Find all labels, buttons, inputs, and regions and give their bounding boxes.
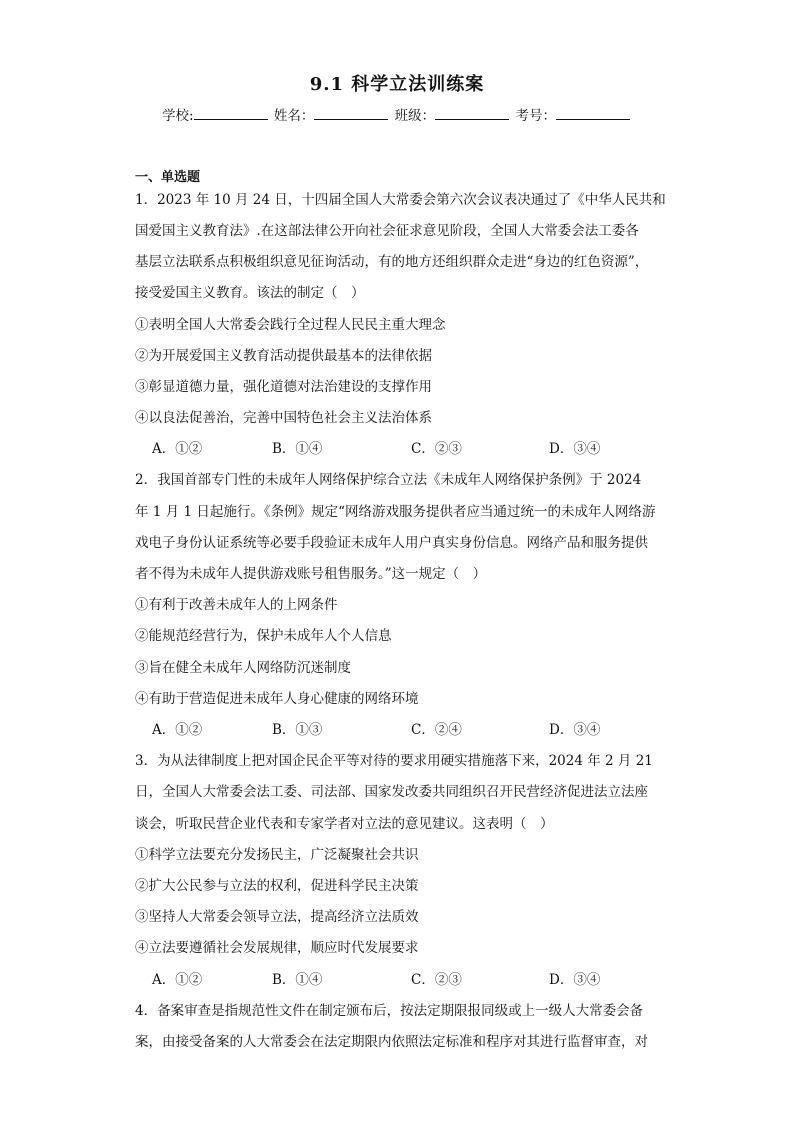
page-title: 9.1 科学立法训练案	[309, 74, 485, 95]
question-2-statement-4: ④有助于营造促进未成年人身心健康的网络环境	[135, 691, 419, 707]
question-1-statement-3: ③彰显道德力量，强化道德对法治建设的支撑作用	[135, 379, 432, 395]
question-3-statement-4: ④立法要遵循社会发展规律，顺应时代发展要求	[135, 940, 419, 956]
question-2-statement-3: ③旨在健全未成年人网络防沉迷制度	[135, 660, 351, 676]
question-1-line-1: 1．2023 年 10 月 24 日，十四届全国人大常委会第六次会议表决通过了《中华人民共和	[135, 192, 666, 208]
question-1-statement-2: ②为开展爱国主义教育活动提供最基本的法律依据	[135, 348, 432, 364]
question-2-line-1: 2．我国首部专门性的未成年人网络保护综合立法《未成年人网络保护条例》于 2024	[135, 472, 642, 488]
school-label: 学校:	[162, 108, 194, 124]
question-3-statement-1: ①科学立法要充分发扬民主，广泛凝聚社会共识	[135, 847, 419, 863]
school-blank[interactable]	[194, 107, 268, 120]
class-label: 班级：	[394, 108, 436, 124]
number-blank[interactable]	[556, 107, 630, 120]
question-4-line-2: 案，由接受备案的人大常委会在法定期限内依照法定标准和程序对其进行监督审查，对	[135, 1034, 648, 1050]
number-label: 考号：	[515, 108, 556, 124]
question-3-statement-2: ②扩大公民参与立法的权利，促进科学民主决策	[135, 878, 419, 894]
question-2-statement-1: ①有利于改善未成年人的上网条件	[135, 597, 338, 613]
question-2-option-d[interactable]: D．③④	[549, 722, 601, 738]
question-1-statement-1: ①表明全国人大常委会践行全过程人民民主重大理念	[135, 317, 446, 333]
question-3-option-b[interactable]: B．①④	[272, 972, 323, 988]
question-3-option-a[interactable]: A．①②	[152, 972, 203, 988]
question-1-option-a[interactable]: A．①②	[152, 441, 203, 457]
question-3-line-2: 日，全国人大常委会法工委、司法部、国家发改委共同组织召开民营经济促进法立法座	[135, 784, 648, 800]
question-3-line-1: 3．为从法律制度上把对国企民企平等对待的要求用硬实措施落下来，2024 年 2 月 21	[135, 753, 653, 769]
section-heading: 一、单选题	[135, 170, 201, 185]
question-3-line-3: 谈会，听取民营企业代表和专家学者对立法的意见建议。这表明（ ）	[135, 816, 554, 832]
question-1-option-c[interactable]: C．②③	[411, 441, 462, 457]
question-3-option-c[interactable]: C．②③	[411, 972, 462, 988]
question-2-line-4: 者不得为未成年人提供游戏账号租售服务。”这一规定（ ）	[135, 566, 487, 582]
class-blank[interactable]	[435, 107, 509, 120]
name-label: 姓名：	[273, 108, 315, 124]
question-2-option-b[interactable]: B．①③	[272, 722, 323, 738]
question-4-line-1: 4．备案审查是指规范性文件在制定颁布后，按法定期限报同级或上一级人大常委会备	[135, 1003, 644, 1019]
question-1-statement-4: ④以良法促善治，完善中国特色社会主义法治体系	[135, 410, 432, 426]
question-1-line-2: 国爱国主义教育法》.在这部法律公开向社会征求意见阶段，全国人大常委会法工委各	[135, 223, 639, 239]
question-2-statement-2: ②能规范经营行为，保护未成年人个人信息	[135, 628, 392, 644]
question-1-option-d[interactable]: D．③④	[549, 441, 601, 457]
student-info-line	[0, 104, 794, 124]
question-3-option-d[interactable]: D．③④	[549, 972, 601, 988]
name-blank[interactable]	[314, 107, 388, 120]
question-2-line-3: 戏电子身份认证系统等必要手段验证未成年人用户真实身份信息。网络产品和服务提供	[135, 535, 648, 551]
question-2-option-c[interactable]: C．②④	[411, 722, 462, 738]
question-3-statement-3: ③坚持人大常委会领导立法，提高经济立法质效	[135, 909, 419, 925]
question-1-line-3: 基层立法联系点积极组织意见征询活动，有的地方还组织群众走进“身边的红色资源”，	[135, 254, 649, 270]
question-2-line-2: 年 1 月 1 日起施行。《条例》规定“网络游戏服务提供者应当通过统一的未成年人网络游	[135, 504, 656, 520]
question-1-line-4: 接受爱国主义教育。该法的制定（ ）	[135, 285, 365, 301]
question-2-option-a[interactable]: A．①②	[152, 722, 203, 738]
question-1-option-b[interactable]: B．①④	[272, 441, 323, 457]
